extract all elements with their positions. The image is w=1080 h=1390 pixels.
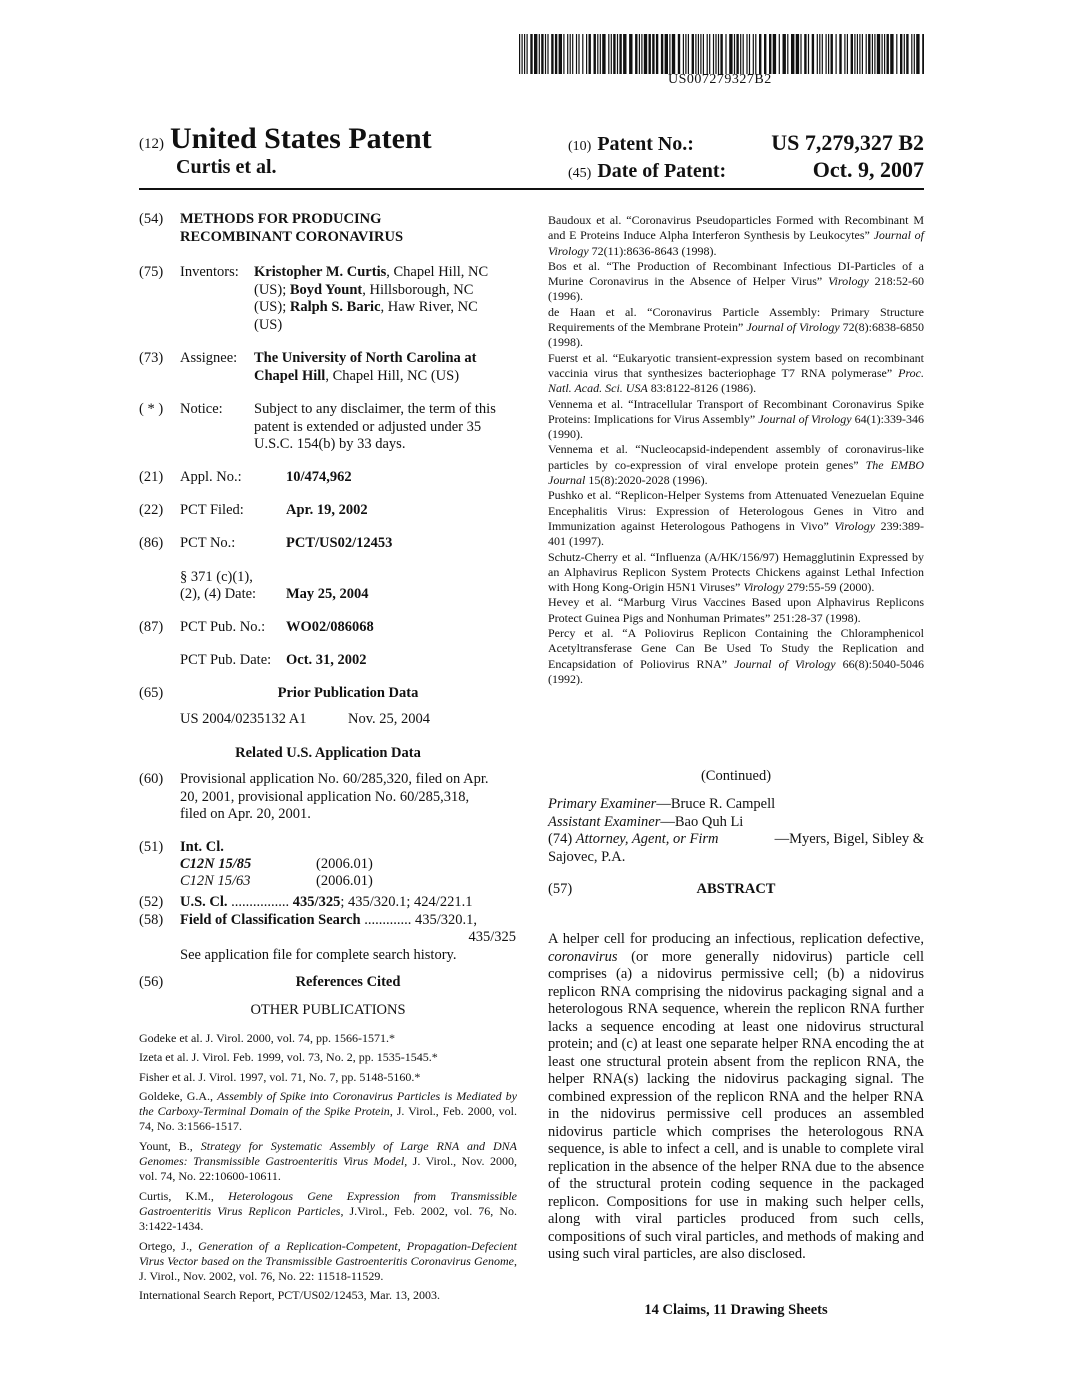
- reference-item: Fuerst et al. “Eukaryotic transient-expression system based on recombinant vaccinia virus that synthesizes bacteriophage T7 RNA polymerase” Proc. Natl. Acad. Sci. USA 83:8122-8126 (1986).: [548, 350, 924, 396]
- reference-item: Hevey et al. “Marburg Virus Vaccines Based upon Alphavirus Replicons Protect Guinea Pigs and Nonhuman Primates” 251:28-37 (1998).: [548, 595, 924, 625]
- prior-publication-heading: Prior Publication Data: [277, 685, 419, 701]
- reference-item: Pushko et al. “Replicon-Helper Systems from Attenuated Venezuelan Equine Encephalitis Virus: Expression of Heterologous Genes in Vitro and Immunization against Heterologous Pathogens in Vivo” Virology 239:389-401 (1997).: [548, 488, 924, 549]
- claims-summary: 14 Claims, 11 Drawing Sheets: [644, 1302, 828, 1318]
- reference-item: Ortego, J., Generation of a Replication-Competent, Propagation-Defecient Virus Vector based on the Transmissible Gastroenteritis Coronavirus Genome, J. Virol., Nov. 2002, vol. 76, No. 22: 11518-11529.: [139, 1238, 517, 1284]
- notice-text: Subject to any disclaimer, the term of this patent is extended or adjusted under 35 U.S.C. 154(b) by 33 days.: [254, 401, 496, 452]
- references-heading: References Cited: [295, 974, 401, 990]
- patent-authors: Curtis et al.: [176, 156, 277, 178]
- reference-item: Yount, B., Strategy for Systematic Assembly of Large RNA and DNA Genomes: Transmissible Gastroenteritis Virus Model, J. Virol., Nov. 2000, vol. 74, No. 22:10600-10611.: [139, 1138, 517, 1184]
- provisional-applications: Provisional application No. 60/285,320, filed on Apr. 20, 2001, provisional application No. 60/285,318, filed on Apr. 20, 2001.: [180, 771, 489, 822]
- examiners-block: Primary Examiner—Bruce R. Campell Assistant Examiner—Bao Quh Li (74) Attorney, Agent, or Firm —Myers, Bigel, Sibley & Sajovec, P.A.: [548, 796, 924, 865]
- reference-item: Fisher et al. J. Virol. 1997, vol. 71, No. 7, pp. 5148-5160.*: [139, 1069, 421, 1084]
- reference-item: Vennema et al. “Intracellular Transport of Recombinant Coronavirus Spike Proteins: Implications for Virus Assembly” Journal of Virology 64(1):339-346 (1990).: [548, 396, 924, 442]
- reference-item: Curtis, K.M., Heterologous Gene Expression from Transmissible Gastroenteritis Virus Replicon Particles, J.Virol., Feb. 2002, vol. 76, No. 3:1422-1434.: [139, 1188, 518, 1234]
- int-class-2: C12N 15/63: [180, 873, 251, 889]
- reference-item: Izeta et al. J. Virol. Feb. 1999, vol. 73, No. 2, pp. 1535-1545.*: [139, 1050, 438, 1065]
- abstract-heading: ABSTRACT: [696, 881, 776, 897]
- pct-filed-date: Apr. 19, 2002: [286, 502, 368, 518]
- assignee: The University of North Carolina at Chapel Hill, Chapel Hill, NC (US): [254, 350, 477, 384]
- prior-pub-number: US 2004/0235132 A1: [180, 711, 307, 727]
- patent-date: Oct. 9, 2007: [812, 157, 924, 182]
- patent-number-row: (10) Patent No.: US 7,279,327 B2: [568, 130, 924, 155]
- int-class-1: C12N 15/85: [180, 856, 252, 872]
- pct-pub-number: WO02/086068: [286, 619, 374, 635]
- pct-pub-date: Oct. 31, 2002: [286, 652, 367, 668]
- header-divider: [139, 188, 924, 190]
- right-reference-list: [548, 213, 924, 687]
- patent-date-row: (45) Date of Patent: Oct. 9, 2007: [568, 157, 924, 182]
- reference-item: Godeke et al. J. Virol. 2000, vol. 74, pp. 1566-1571.*: [139, 1031, 396, 1045]
- field-of-search: Field of Classification Search ............. 435/320.1,: [180, 912, 477, 928]
- reference-item: International Search Report, PCT/US02/12453, Mar. 13, 2003.: [139, 1288, 440, 1303]
- continued-note: (Continued): [700, 768, 772, 784]
- reference-item: de Haan et al. “Coronavirus Particle Assembly: Primary Structure Requirements of the Membrane Protein” Journal of Virology 72(8):6838-6850 (1998).: [548, 304, 925, 350]
- reference-item: Schutz-Cherry et al. “Influenza (A/HK/156/97) Hemagglutinin Expressed by an Alphavirus Replicon System Protects Chickens against Lethal Infection with Hong Kong-Origin H5N1 Viruses” Virology 279:55-59 (2000).: [548, 549, 924, 595]
- reference-item: Goldeke, G.A., Assembly of Spike into Coronavirus Particles is Mediated by the Carboxy-Terminal Domain of the Spike Protein, J. Virol., Feb. 2000, vol. 74, No. 3:1566-1517.: [139, 1088, 518, 1134]
- inventors-list: Kristopher M. Curtis, Chapel Hill, NC (US); Boyd Yount, Hillsborough, NC (US); Ralph S. Baric, Haw River, NC (US): [254, 264, 489, 333]
- us-classification: U.S. Cl. ................ 435/325; 435/320.1; 424/221.1: [180, 894, 473, 910]
- reference-item: Vennema et al. “Nucleocapsid-independent assembly of coronavirus-like particles by co-expression of viral envelope protein genes” The EMBO Journal 15(8):2020-2028 (1996).: [548, 442, 924, 488]
- pct-number: PCT/US02/12453: [286, 535, 393, 551]
- barcode-image: [519, 34, 924, 74]
- barcode-number: US007279327B2: [668, 72, 772, 87]
- other-publications-heading: OTHER PUBLICATIONS: [250, 1002, 406, 1018]
- related-data-heading: Related U.S. Application Data: [235, 745, 421, 761]
- application-number: 10/474,962: [286, 469, 352, 485]
- patent-title-header: (12) United States Patent: [139, 122, 432, 155]
- reference-item: Percy et al. “A Poliovirus Replicon Containing the Chloramphenicol Acetyltransferase Gene Can Be Used To Study the Replication and Encapsidation of Poliovirus RNA” Journal of Virology 66(8):5040-5046 (1992).: [548, 626, 924, 686]
- prior-pub-date: Nov. 25, 2004: [348, 711, 431, 727]
- s371-date: May 25, 2004: [286, 586, 369, 602]
- left-reference-list: [139, 1031, 517, 1304]
- abstract-text: A helper cell for producing an infectious, replication defective, coronavirus (or more generally nidovirus) particle cell comprises (a) a nidovirus permissive cell; (b) a nidovirus replicon RNA comprising the nidovirus packaging signal and a heterologous RNA sequence, wherein the replicon RNA further lacks a sequence encoding at least one nidovirus structural protein; and (c) at least one separate helper RNA encoding the at least one structural protein absent from the replicon RNA, the helper RNA(s) lacking the nidovirus packaging signal. The combined expression of the replicon RNA and the helper RNA in the nidovirus permissive cell produces an assembled nidovirus particle which comprises the heterologous RNA sequence, is able to infect a cell, and is unable to complete viral replication in the absence of the helper RNA due to the absence of the structural protein coding sequence in the packaged replicon. Compositions for use in making such helper cells, along with viral particles produced from such cells, compositions of such viral particles, and methods of making and using such viral particles, are also disclosed.: [548, 931, 924, 1262]
- invention-title-line2: RECOMBINANT CORONAVIRUS: [180, 229, 404, 245]
- patent-number: US 7,279,327 B2: [771, 130, 924, 155]
- reference-item: Baudoux et al. “Coronavirus Pseudoparticles Formed with Recombinant M and E Proteins Induce Alpha Interferon Synthesis by Leukocytes” Journal of Virology 72(11):8636-8643 (1998).: [548, 213, 924, 258]
- invention-title-line1: METHODS FOR PRODUCING: [180, 211, 382, 227]
- reference-item: Bos et al. “The Production of Recombinant Infectious DI-Particles of a Murine Coronavirus in the Absence of Helper Virus” Virology 218:52-60 (1996).: [548, 258, 924, 304]
